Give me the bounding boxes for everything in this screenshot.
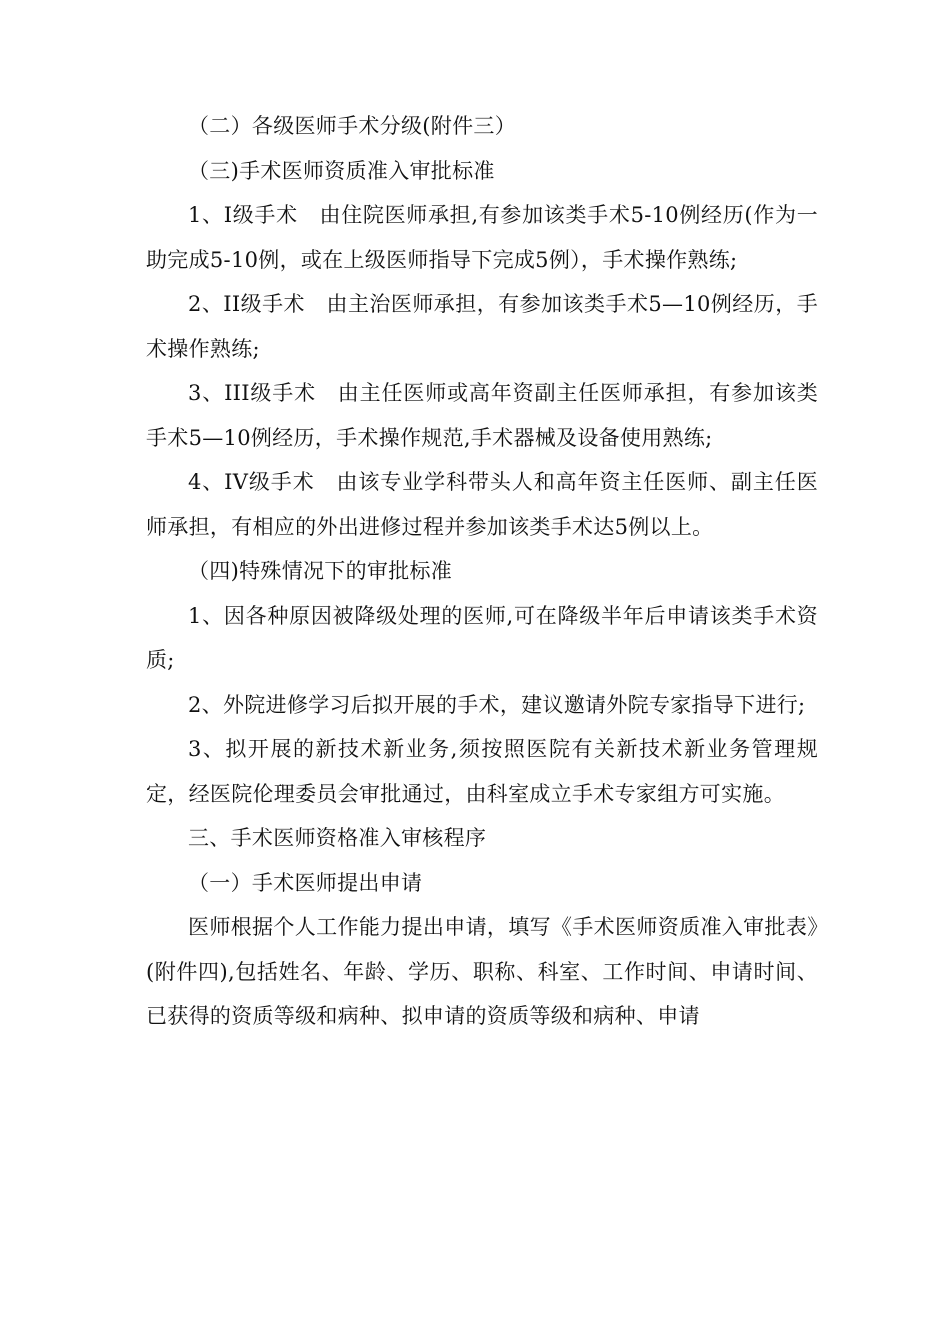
- heading-application: （一）手术医师提出申请: [188, 870, 423, 895]
- document-body: [146, 104, 818, 1039]
- heading-qualification-standards: （三)手术医师资质准入审批标准: [188, 158, 495, 183]
- paragraph-grade-2-surgery: 2、II级手术 由主治医师承担，有参加该类手术5—10例经历，手术操作熟练;: [146, 292, 818, 361]
- heading-special-cases: （四)特殊情况下的审批标准: [188, 559, 453, 583]
- heading-review-procedure: 三、手术医师资格准入审核程序: [188, 826, 487, 850]
- paragraph-special-case-2: 2、外院进修学习后拟开展的手术，建议邀请外院专家指导下进行;: [188, 692, 806, 717]
- paragraph-grade-4-surgery: 4、IV级手术 由该专业学科带头人和高年资主任医师、副主任医师承担，有相应的外出进修过程并参加该类手术达5例以上。: [146, 470, 818, 539]
- paragraph-special-case-1: 1、因各种原因被降级处理的医师,可在降级半年后申请该类手术资质;: [146, 603, 818, 672]
- paragraph-grade-3-surgery: 3、III级手术 由主任医师或高年资副主任医师承担，有参加该类手术5—10例经历，手术操作规范,手术器械及设备使用熟练;: [146, 381, 818, 450]
- heading-surgery-grading: （二）各级医师手术分级(附件三）: [188, 114, 516, 138]
- paragraph-special-case-3: 3、拟开展的新技术新业务,须按照医院有关新技术新业务管理规定，经医院伦理委员会审批通过，由科室成立手术专家组方可实施。: [146, 737, 818, 806]
- paragraph-application-details: 医师根据个人工作能力提出申请，填写《手术医师资质准入审批表》(附件四),包括姓名、年龄、学历、职称、科室、工作时间、申请时间、已获得的资质等级和病种、拟申请的资质等级和病种、申请: [146, 915, 818, 1028]
- paragraph-grade-1-surgery: 1、I级手术 由住院医师承担,有参加该类手术5-10例经历(作为一助完成5-10例，或在上级医师指导下完成5例），手术操作熟练;: [146, 203, 818, 272]
